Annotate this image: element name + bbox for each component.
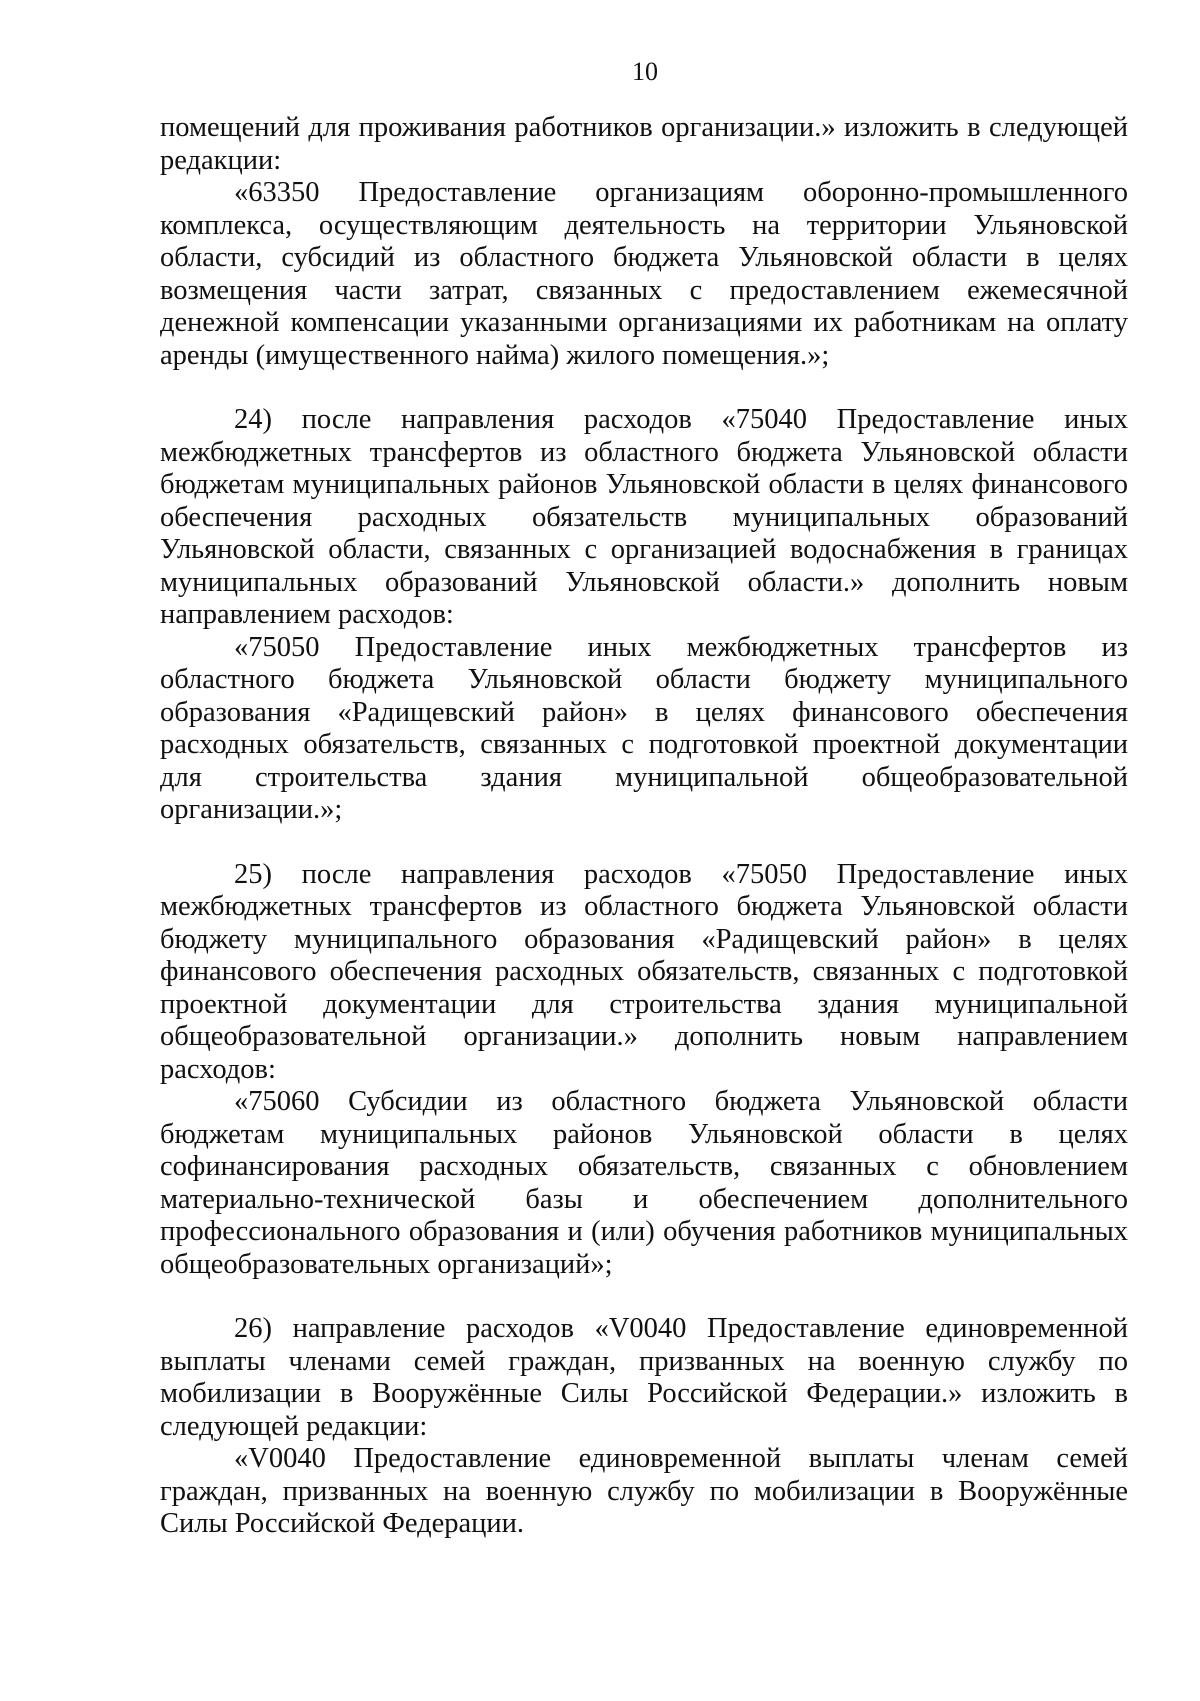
- paragraph-item-26: 26) направление расходов «V0040 Предоставление единовременной выплаты членами семей граждан, призванных на военную службу по мобилизации в Вооружённые Силы Российской Федерации.» изложить в следующей редакции:: [160, 1313, 1128, 1442]
- document-body: [160, 112, 1128, 1541]
- paragraph-75050-text: «75050 Предоставление иных межбюджетных трансфертов из областного бюджета Ульяновской области бюджету муниципального образования «Радищевский район» в целях финансового обеспечения расходных обязательств, связанных с подготовкой проектной документации для строительства здания муниципальной общеобразовательной организации.»;: [160, 631, 1128, 825]
- paragraph-gap: [160, 827, 1128, 859]
- paragraph-v0040-text: «V0040 Предоставление единовременной выплаты членам семей граждан, призванных на военную службу по мобилизации в Вооружённые Силы Российской Федерации.: [160, 1443, 1128, 1539]
- paragraph-gap: [160, 1281, 1128, 1313]
- page-number: 10: [632, 57, 658, 86]
- paragraph-75060-text: «75060 Субсидии из областного бюджета Ульяновской области бюджетам муниципальных районов Ульяновской области в целях софинансирования расходных обязательств, связанных с обновлением материально-технической базы и обеспечением дополнительного профессионального образования и (или) обучения работников муниципальных общеобразовательных организаций»;: [160, 1086, 1128, 1280]
- paragraph-item-24: 24) после направления расходов «75040 Предоставление иных межбюджетных трансфертов из областного бюджета Ульяновской области бюджетам муниципальных районов Ульяновской области в целях финансового обеспечения расходных обязательств муниципальных образований Ульяновской области, связанных с организацией водоснабжения в границах муниципальных образований Ульяновской области.» дополнить новым направлением расходов:: [160, 404, 1128, 630]
- paragraph-continuation: помещений для проживания работников организации.» изложить в следующей редакции:: [160, 112, 1128, 176]
- paragraph-item-25: 25) после направления расходов «75050 Предоставление иных межбюджетных трансфертов из областного бюджета Ульяновской области бюджету муниципального образования «Радищевский район» в целях финансового обеспечения расходных обязательств, связанных с подготовкой проектной документации для строительства здания муниципальной общеобразовательной организации.» дополнить новым направлением расходов:: [160, 858, 1128, 1085]
- paragraph-gap: [160, 372, 1128, 404]
- paragraph-63350-text: «63350 Предоставление организациям оборонно-промышленного комплекса, осуществляющим деятельность на территории Ульяновской области, субсидий из областного бюджета Ульяновской области в целях возмещения части затрат, связанных с предоставлением ежемесячной денежной компенсации указанными организациями их работникам на оплату аренды (имущественного найма) жилого помещения.»;: [160, 177, 1128, 371]
